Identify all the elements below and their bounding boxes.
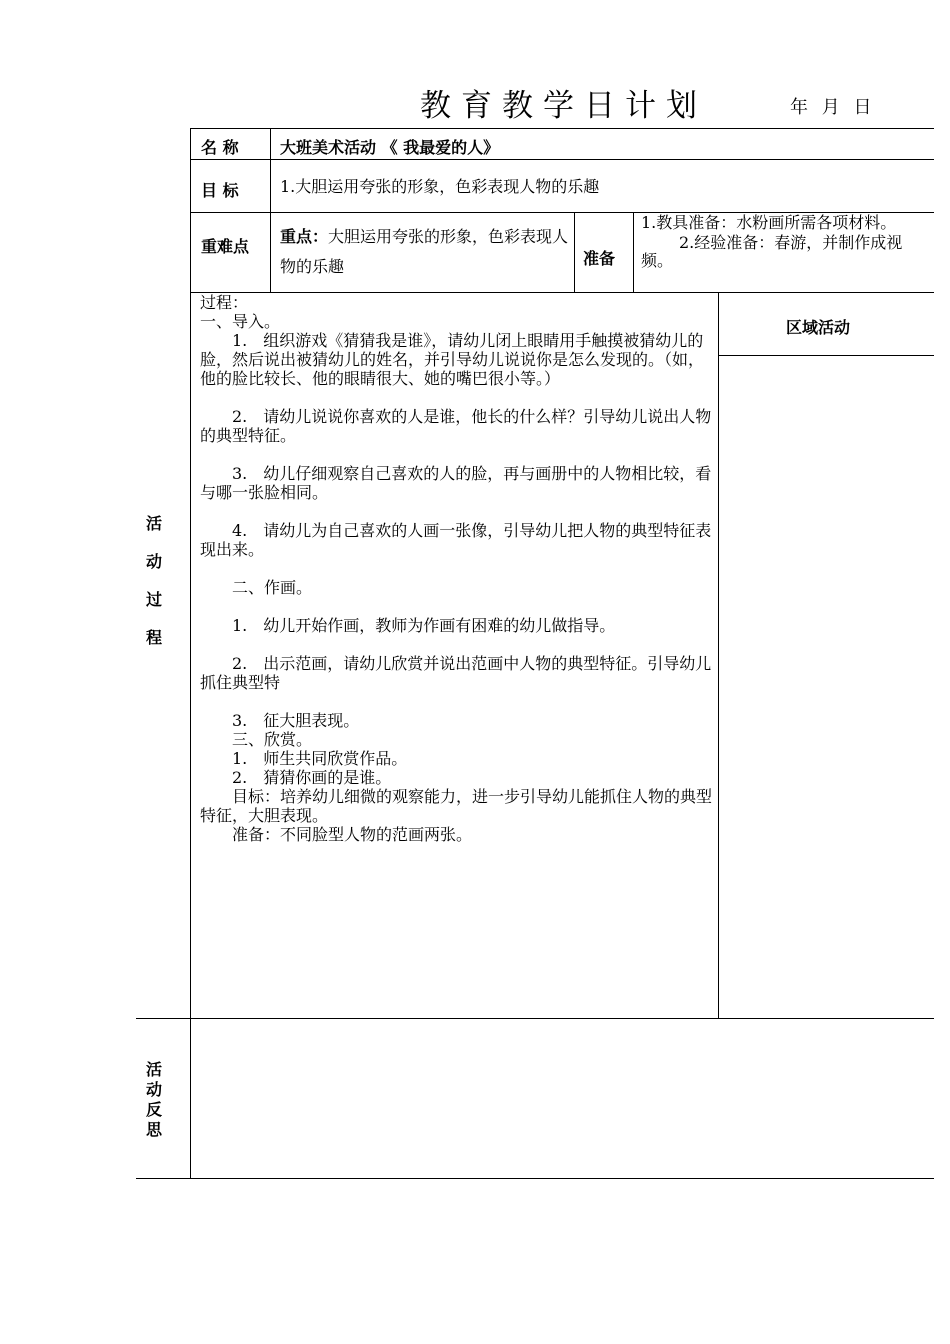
process-content — [200, 293, 712, 844]
process-line: 准备：不同脸型人物的范画两张。 — [200, 825, 473, 844]
row-divider — [190, 159, 934, 160]
reflection-label-char: 活 — [145, 1060, 162, 1079]
process-line — [200, 502, 712, 521]
process-line: 目标：培养幼儿细微的观察能力，进一步引导幼儿能抓住人物的典型特征，大胆表现。 — [200, 787, 713, 825]
process-section-label — [140, 505, 168, 657]
table-border-bottom — [136, 1178, 934, 1179]
process-line: 一、导入。 — [200, 312, 281, 331]
process-line: 2. 猜猜你画的是谁。 — [200, 768, 392, 787]
process-line: 1. 幼儿开始作画，教师为作画有困难的幼儿做指导。 — [200, 616, 616, 635]
reflection-label-char: 动 — [145, 1080, 162, 1099]
preparation-line-1: 1.教具准备：水粉画所需各项材料。 — [641, 213, 897, 232]
process-line — [200, 692, 712, 711]
preparation-label: 准备 — [583, 249, 616, 268]
reflection-label-char: 反 — [145, 1100, 162, 1119]
process-line: 过程： — [200, 293, 249, 312]
process-line: 3. 幼儿仔细观察自己喜欢的人的脸，再与画册中的人物相比较，看与哪一张脸相同。 — [200, 464, 712, 502]
area-divider — [718, 355, 934, 356]
process-line: 三、欣赏。 — [200, 730, 313, 749]
process-label-char: 动 — [145, 552, 162, 571]
process-line: 2. 请幼儿说说你喜欢的人是谁，他长的什么样？引导幼儿说出人物的典型特征。 — [200, 407, 712, 445]
process-label-char: 过 — [145, 590, 162, 609]
column-divider — [718, 292, 719, 1018]
page-title: 教育教学日计划 — [420, 88, 707, 124]
process-line: 二、作画。 — [200, 578, 313, 597]
process-line: 4. 请幼儿为自己喜欢的人画一张像，引导幼儿把人物的典型特征表现出来。 — [200, 521, 712, 559]
name-label: 名 称 — [201, 138, 239, 157]
key-points-value: 大胆运用夸张的形象，色彩表现人物的乐趣 — [280, 227, 569, 276]
reflection-section-label — [140, 1060, 168, 1140]
area-activity-label: 区域活动 — [786, 318, 851, 337]
process-label-char: 程 — [145, 628, 162, 647]
process-line — [200, 445, 712, 464]
process-line — [200, 597, 712, 616]
process-line: 3. 征大胆表现。 — [200, 711, 360, 730]
key-points-text — [280, 222, 570, 282]
column-divider — [574, 212, 575, 292]
process-line — [200, 635, 712, 654]
table-border-top — [190, 128, 934, 129]
goal-text: 1.大胆运用夸张的形象，色彩表现人物的乐趣 — [280, 177, 600, 196]
process-line: 1. 师生共同欣赏作品。 — [200, 749, 408, 768]
column-divider — [633, 212, 634, 292]
key-points-bold: 重点： — [280, 227, 329, 246]
preparation-text — [641, 214, 928, 270]
process-label-char: 活 — [145, 514, 162, 533]
reflection-label-char: 思 — [145, 1120, 162, 1139]
goal-label: 目 标 — [201, 181, 239, 200]
reflection-content-area[interactable] — [191, 1019, 934, 1178]
process-line — [200, 388, 712, 407]
process-line: 2. 出示范画，请幼儿欣赏并说出范画中人物的典型特征。引导幼儿抓住典型特 — [200, 654, 712, 692]
preparation-line-2: 2.经验准备：春游，并制作成视频。 — [641, 233, 903, 270]
activity-name: 大班美术活动 《 我最爱的人》 — [280, 138, 500, 157]
column-divider — [270, 128, 271, 292]
process-line — [200, 559, 712, 578]
process-line: 1. 组织游戏《猜猜我是谁》，请幼儿闭上眼睛用手触摸被猜幼儿的脸，然后说出被猜幼儿的姓名，并引导幼儿说说你是怎么发现的。（如，他的脸比较长、他的眼睛很大、她的嘴巴很小等。） — [200, 331, 705, 388]
date-field: 年 月 日 — [790, 97, 872, 118]
key-points-label: 重难点 — [201, 237, 250, 256]
